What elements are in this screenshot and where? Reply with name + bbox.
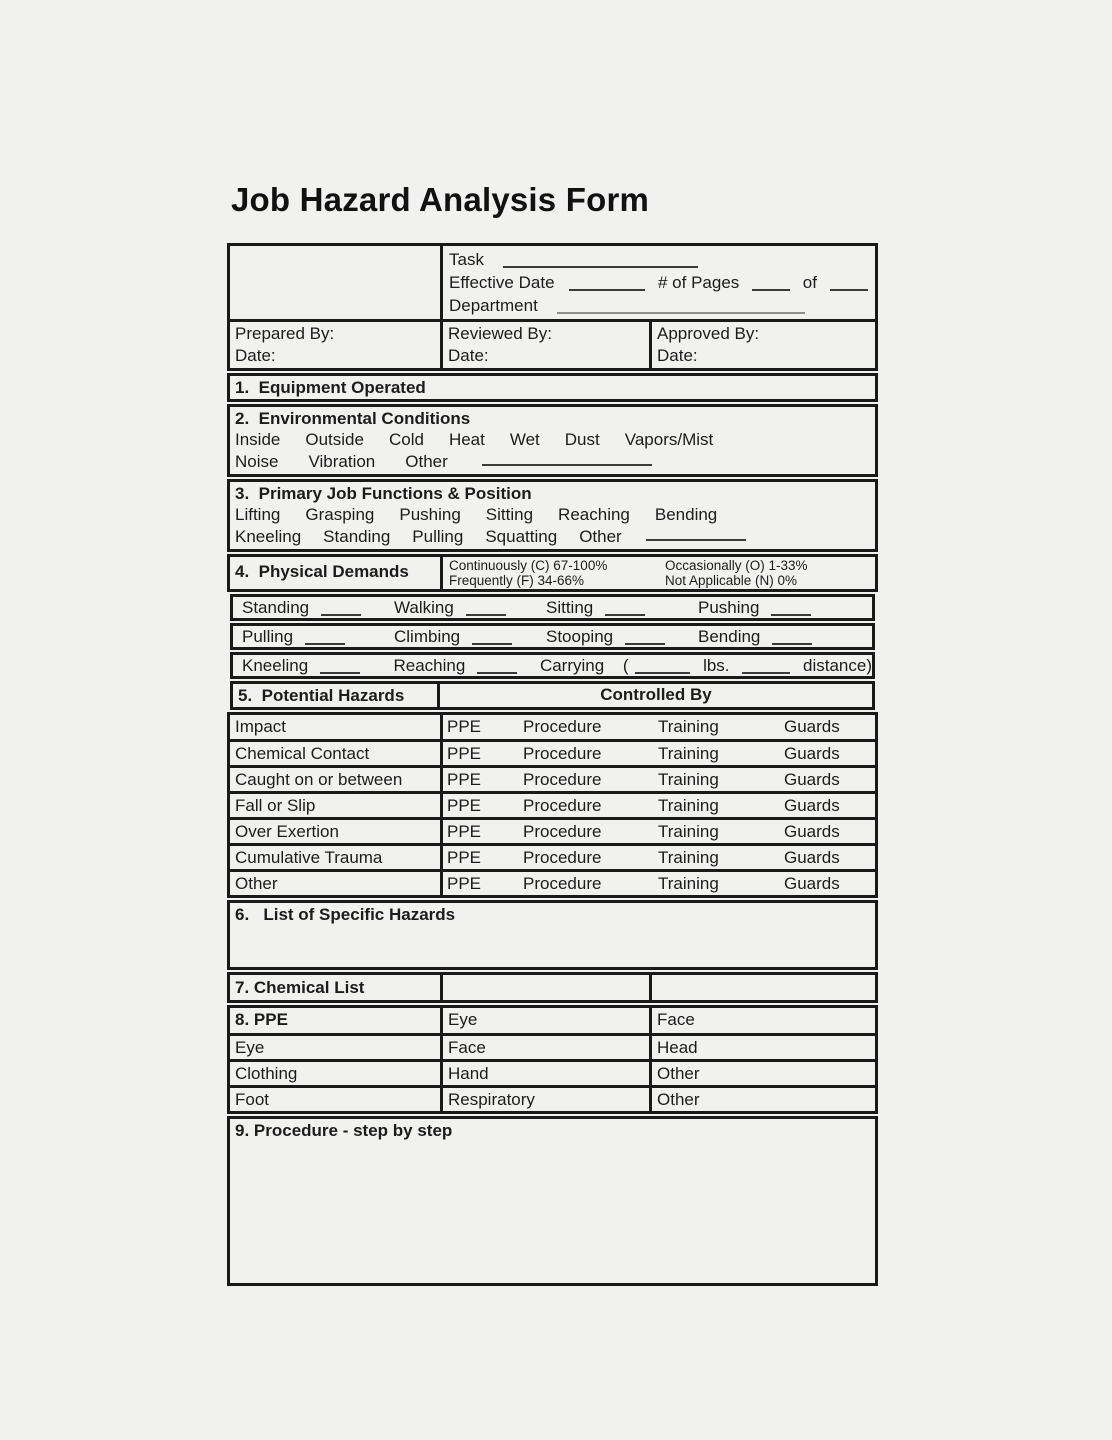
env-item: Vibration	[308, 452, 376, 471]
control-guards: Guards	[784, 874, 840, 893]
control-training: Training	[658, 848, 719, 867]
reviewed-by-label: Reviewed By:	[448, 324, 552, 343]
section-2-heading: 2. Environmental Conditions	[235, 409, 471, 428]
control-guards: Guards	[784, 796, 840, 815]
demand-label: Kneeling	[242, 656, 309, 675]
control-procedure: Procedure	[523, 796, 602, 815]
env-item: Other	[405, 452, 448, 471]
job-function-item: Sitting	[485, 505, 534, 524]
ppe-cell: Face	[657, 1010, 695, 1029]
hazard-controls	[443, 768, 875, 791]
hazard-row	[230, 817, 875, 843]
date-label: Date:	[235, 346, 276, 365]
demand-blank	[320, 659, 360, 674]
env-item: Vapors/Mist	[624, 430, 714, 449]
carrying-lbs-blank	[635, 659, 690, 674]
section-ppe	[227, 1005, 878, 1114]
legend-continuously: Continuously (C) 67-100%	[449, 558, 608, 573]
header-empty-cell	[230, 246, 443, 319]
demand-blank	[605, 601, 645, 616]
of-label: of	[802, 273, 817, 292]
header-row-task	[230, 246, 875, 322]
demand-blank	[625, 630, 665, 645]
demand-blank	[321, 601, 361, 616]
chemical-list-cell	[652, 975, 875, 1000]
control-ppe: PPE	[447, 848, 482, 867]
job-function-item: Reaching	[558, 505, 630, 524]
control-procedure: Procedure	[523, 770, 602, 789]
job-function-item: Lifting	[235, 505, 281, 524]
control-ppe: PPE	[447, 796, 482, 815]
control-guards: Guards	[784, 770, 840, 789]
legend-frequently: Frequently (F) 34-66%	[449, 573, 585, 588]
env-item: Dust	[564, 430, 600, 449]
pages-blank	[752, 276, 790, 291]
hazard-name: Impact	[230, 715, 443, 739]
ppe-cell: Respiratory	[443, 1088, 652, 1111]
section-potential-hazards-header	[230, 681, 875, 710]
potential-hazards-table	[227, 712, 878, 898]
ppe-cell: Eye	[230, 1036, 443, 1059]
env-other-blank	[482, 451, 652, 466]
effective-date-blank	[569, 276, 645, 291]
legend-not-applicable: Not Applicable (N) 0%	[665, 573, 798, 588]
hazard-controls	[443, 872, 875, 895]
demand-label: Stooping	[546, 627, 614, 646]
env-item: Noise	[235, 452, 279, 471]
job-function-other-blank	[646, 526, 746, 541]
demand-blank	[772, 630, 812, 645]
section-equipment-operated	[227, 373, 878, 402]
job-function-item: Other	[579, 527, 622, 546]
section-4-heading: 4. Physical Demands	[230, 557, 443, 589]
control-guards: Guards	[784, 744, 840, 763]
hazard-controls	[443, 742, 875, 765]
control-training: Training	[658, 822, 719, 841]
ppe-cell: Head	[657, 1038, 698, 1057]
control-guards: Guards	[784, 848, 840, 867]
control-procedure: Procedure	[523, 848, 602, 867]
demand-label: Reaching	[393, 656, 466, 675]
ppe-cell: Foot	[230, 1088, 443, 1111]
demand-cell	[537, 626, 689, 647]
job-function-item: Standing	[323, 527, 391, 546]
env-item: Outside	[305, 430, 364, 449]
hazard-controls	[443, 846, 875, 869]
demand-cell	[689, 597, 872, 618]
job-function-item: Kneeling	[235, 527, 302, 546]
section-3-heading: 3. Primary Job Functions & Position	[235, 484, 532, 503]
control-ppe: PPE	[447, 770, 482, 789]
control-procedure: Procedure	[523, 822, 602, 841]
hazard-controls	[443, 820, 875, 843]
carrying-distance-blank	[742, 659, 790, 674]
control-training: Training	[658, 874, 719, 893]
department-label: Department	[449, 296, 538, 315]
chemical-list-cell	[443, 975, 652, 1000]
env-item: Wet	[509, 430, 540, 449]
date-label: Date:	[657, 346, 698, 365]
carrying-cell	[536, 655, 872, 676]
job-functions-row-2	[235, 526, 870, 548]
demand-cell	[384, 655, 535, 676]
job-function-item: Pushing	[399, 505, 461, 524]
jha-form	[227, 243, 878, 1286]
job-function-item: Bending	[654, 505, 718, 524]
ppe-row	[230, 1059, 875, 1085]
section-5-heading: 5. Potential Hazards	[233, 684, 440, 707]
legend-right-column	[665, 558, 869, 588]
demand-label: Standing	[242, 598, 310, 617]
demand-label: Sitting	[546, 598, 594, 617]
control-ppe: PPE	[447, 744, 482, 763]
demand-cell	[233, 626, 385, 647]
demand-blank	[771, 601, 811, 616]
demand-label: Pulling	[242, 627, 294, 646]
demand-cell	[385, 597, 537, 618]
demand-blank	[472, 630, 512, 645]
demand-cell	[537, 597, 689, 618]
section-procedure	[227, 1116, 878, 1286]
hazard-row	[230, 715, 875, 739]
ppe-cell: Other	[657, 1064, 700, 1083]
legend-left-column	[449, 558, 665, 588]
control-training: Training	[658, 744, 719, 763]
hazard-row	[230, 843, 875, 869]
demand-cell	[689, 626, 872, 647]
hazard-name: Caught on or between	[230, 768, 443, 791]
approved-by-cell	[652, 322, 875, 368]
job-function-item: Grasping	[305, 505, 375, 524]
demand-label: Climbing	[394, 627, 461, 646]
hazard-row	[230, 869, 875, 895]
approved-by-label: Approved By:	[657, 324, 760, 343]
hazard-name: Over Exertion	[230, 820, 443, 843]
hazard-row	[230, 739, 875, 765]
physical-demands-row-3	[230, 652, 875, 679]
distance-label: distance)	[803, 656, 872, 675]
demand-blank	[466, 601, 506, 616]
job-functions-row-1	[235, 504, 870, 526]
task-line	[449, 248, 869, 271]
signoff-row	[230, 322, 875, 368]
ppe-cell: Clothing	[230, 1062, 443, 1085]
control-procedure: Procedure	[523, 874, 602, 893]
ppe-row	[230, 1033, 875, 1059]
hazard-name: Fall or Slip	[230, 794, 443, 817]
hazard-name: Cumulative Trauma	[230, 846, 443, 869]
demand-label: Pushing	[698, 598, 760, 617]
header-task-cell	[443, 246, 875, 319]
control-training: Training	[658, 796, 719, 815]
effective-date-label: Effective Date	[449, 273, 555, 292]
control-guards: Guards	[784, 717, 840, 736]
demand-cell	[233, 597, 385, 618]
legend-occasionally: Occasionally (O) 1-33%	[665, 558, 808, 573]
department-line	[449, 294, 869, 317]
env-item: Cold	[388, 430, 424, 449]
demand-blank	[305, 630, 345, 645]
section-physical-demands	[227, 554, 878, 592]
control-procedure: Procedure	[523, 744, 602, 763]
carrying-paren: (	[622, 656, 629, 675]
task-label: Task	[449, 250, 484, 269]
ppe-row	[230, 1085, 875, 1111]
pages-label: # of Pages	[658, 273, 740, 292]
lbs-label: lbs.	[703, 656, 730, 675]
section-1-heading: 1. Equipment Operated	[235, 378, 426, 397]
section-9-heading: 9. Procedure - step by step	[235, 1121, 453, 1140]
physical-demands-row-1	[230, 594, 875, 621]
env-conditions-row-2	[235, 451, 870, 473]
control-ppe: PPE	[447, 874, 482, 893]
control-ppe: PPE	[447, 822, 482, 841]
hazard-row	[230, 765, 875, 791]
header-table	[227, 243, 878, 371]
env-item: Inside	[235, 430, 281, 449]
pages-of-blank	[830, 276, 868, 291]
section-chemical-list	[227, 972, 878, 1003]
hazard-name: Chemical Contact	[230, 742, 443, 765]
env-conditions-row-1	[235, 429, 870, 451]
demand-blank	[477, 659, 517, 674]
department-blank	[557, 299, 805, 314]
section-specific-hazards	[227, 900, 878, 970]
physical-demands-row-2	[230, 623, 875, 650]
ppe-cell: Face	[443, 1036, 652, 1059]
control-training: Training	[658, 717, 719, 736]
section-6-heading: 6. List of Specific Hazards	[235, 905, 456, 924]
control-training: Training	[658, 770, 719, 789]
carrying-label: Carrying	[539, 656, 605, 675]
section-environmental-conditions	[227, 404, 878, 477]
reviewed-by-cell	[443, 322, 652, 368]
prepared-by-label: Prepared By:	[235, 324, 335, 343]
demand-label: Bending	[698, 627, 761, 646]
section-7-heading: 7. Chemical List	[230, 975, 443, 1000]
control-ppe: PPE	[447, 717, 482, 736]
hazard-controls	[443, 715, 875, 739]
prepared-by-cell	[230, 322, 443, 368]
control-guards: Guards	[784, 822, 840, 841]
date-label: Date:	[448, 346, 489, 365]
ppe-header-row	[230, 1008, 875, 1033]
ppe-cell: Hand	[443, 1062, 652, 1085]
demand-cell	[385, 626, 537, 647]
ppe-cell: Eye	[443, 1008, 652, 1033]
control-procedure: Procedure	[523, 717, 602, 736]
job-function-item: Squatting	[485, 527, 558, 546]
page-title: Job Hazard Analysis Form	[231, 181, 650, 218]
demand-label: Walking	[394, 598, 454, 617]
hazard-name: Other	[230, 872, 443, 895]
hazard-row	[230, 791, 875, 817]
hazard-controls	[443, 794, 875, 817]
ppe-cell: Other	[657, 1090, 700, 1109]
controlled-by-heading: Controlled By	[600, 685, 712, 704]
section-8-heading: 8. PPE	[230, 1008, 443, 1033]
section-primary-job-functions	[227, 479, 878, 552]
effective-date-line	[449, 271, 869, 294]
env-item: Heat	[448, 430, 485, 449]
physical-demands-legend	[443, 557, 875, 589]
task-blank	[503, 253, 698, 268]
job-function-item: Pulling	[412, 527, 464, 546]
demand-cell	[233, 655, 384, 676]
